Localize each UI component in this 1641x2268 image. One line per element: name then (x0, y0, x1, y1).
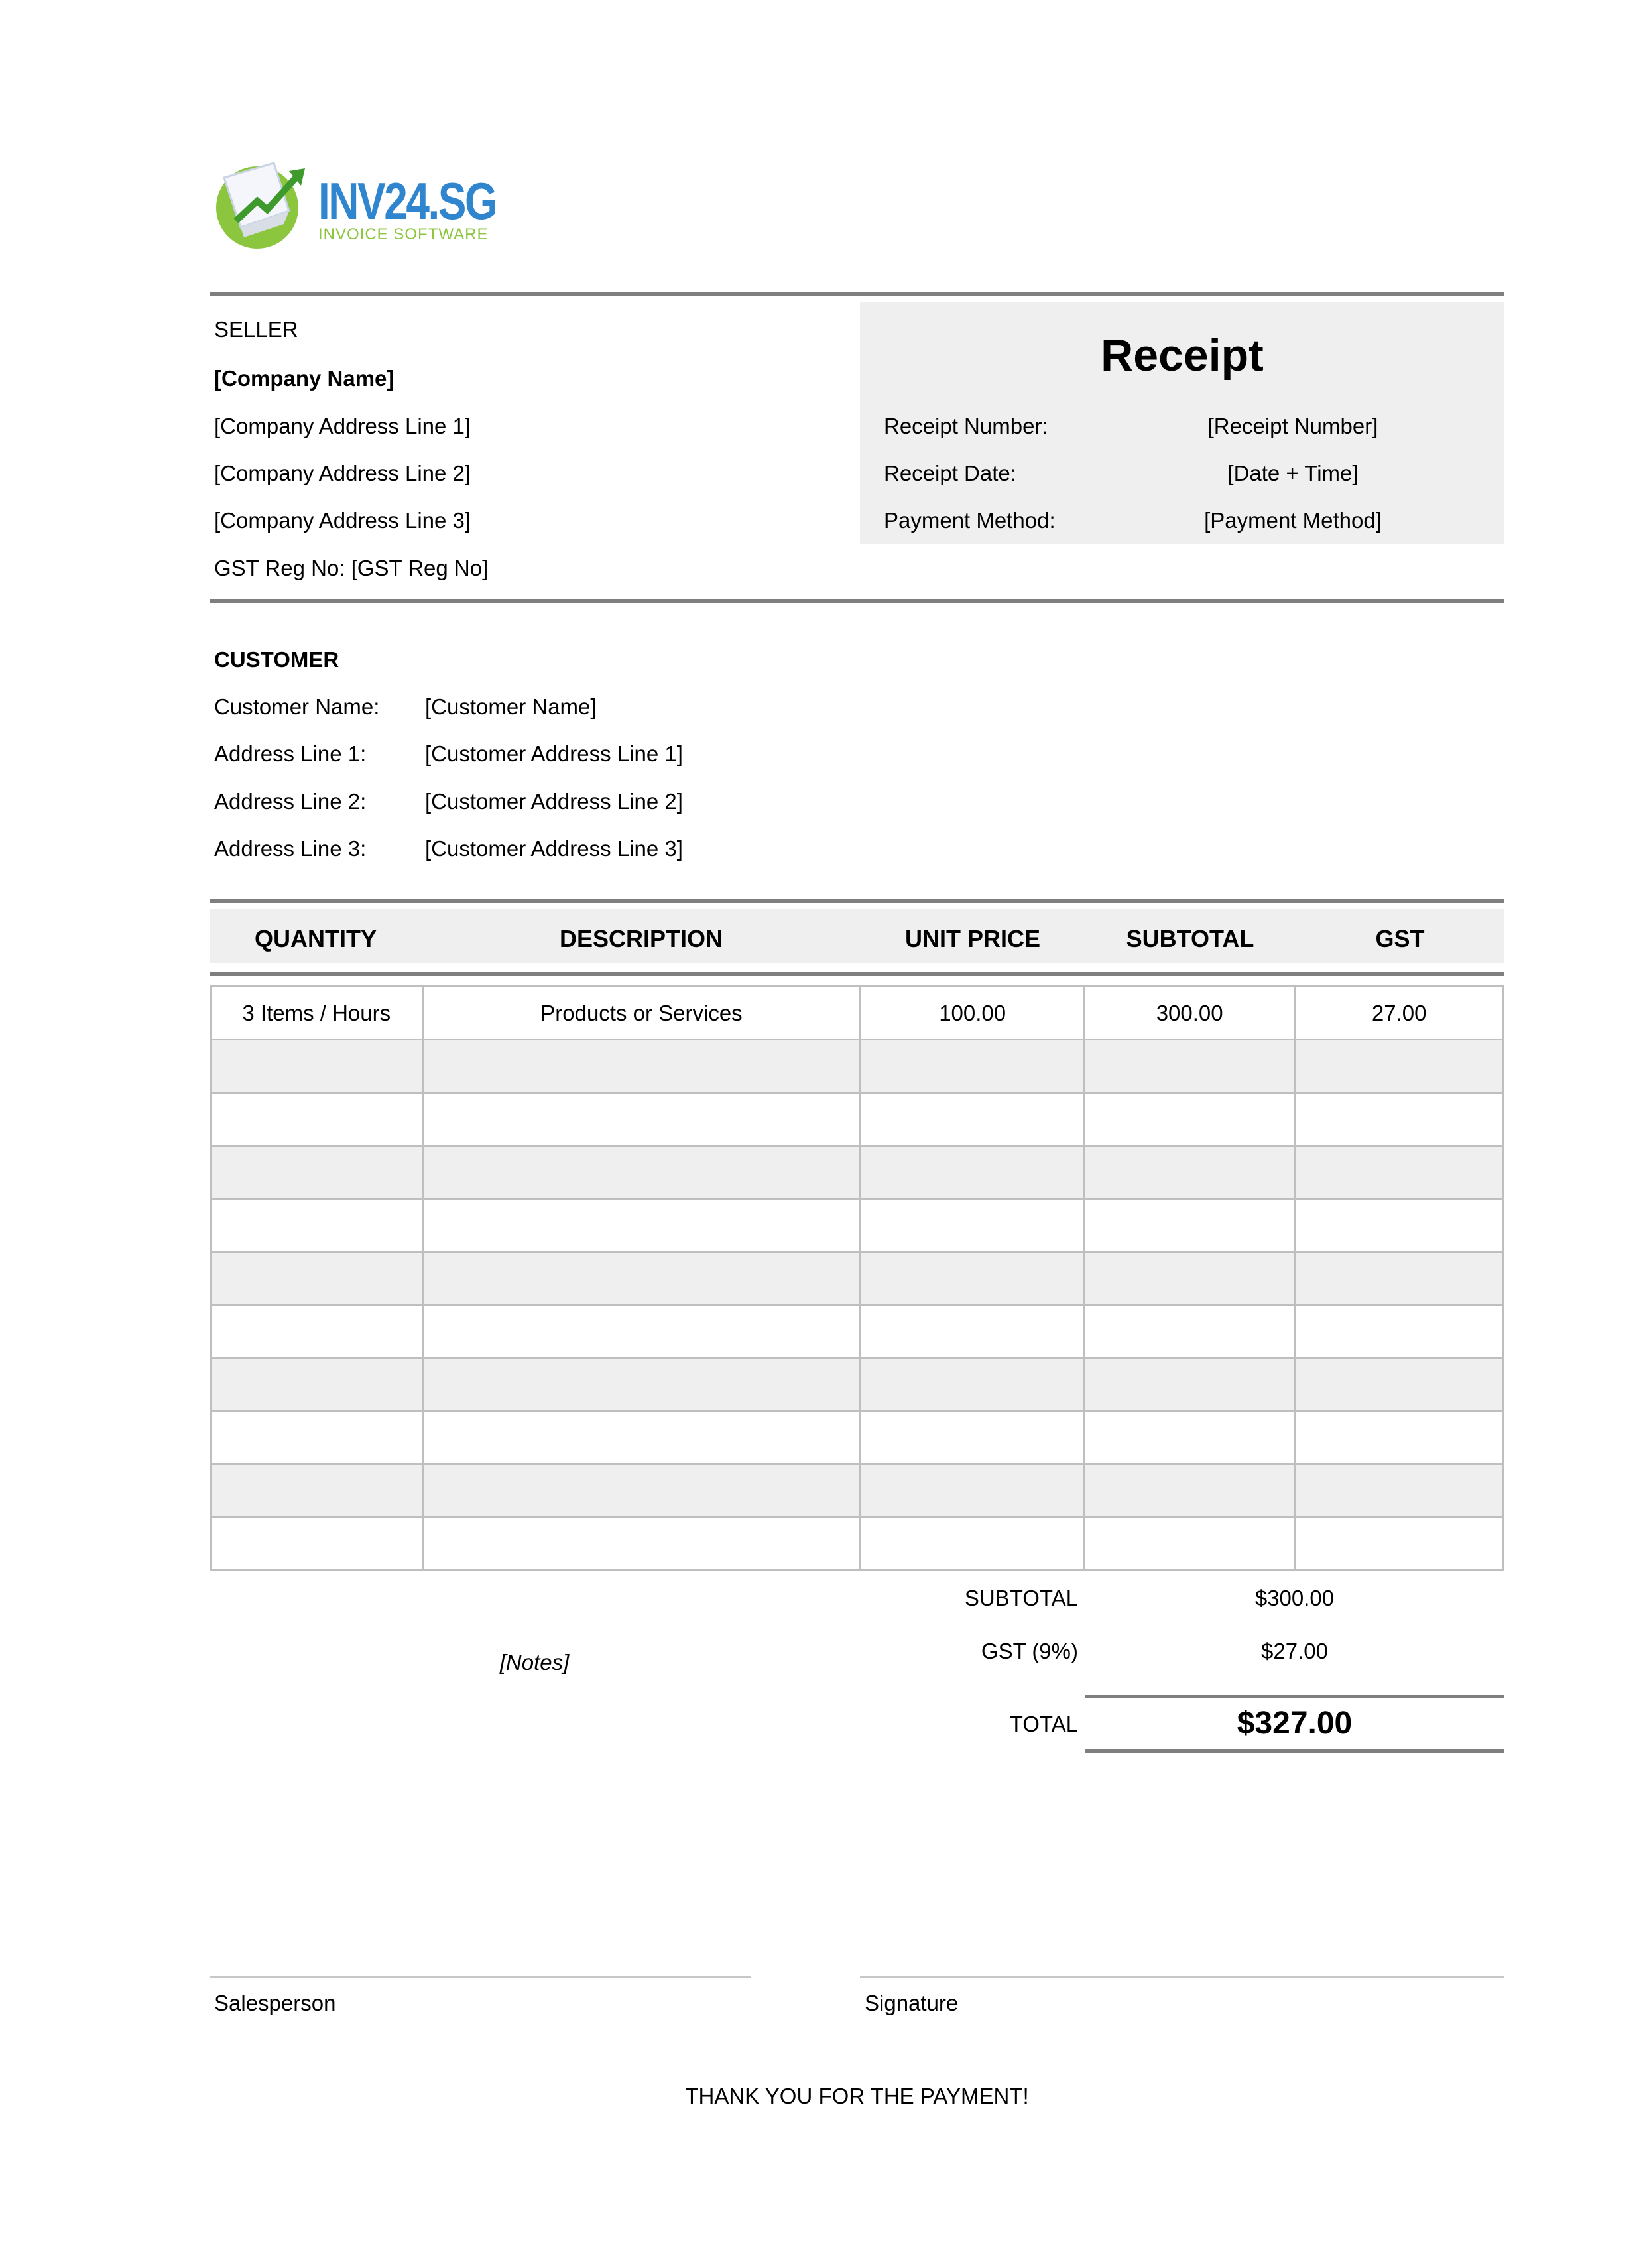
table-row (211, 1146, 1504, 1199)
cell-description: Products or Services (422, 987, 861, 1040)
seller-gst-reg: GST Reg No: [GST Reg No] (214, 556, 489, 580)
customer-address-2-value: [Customer Address Line 2] (425, 789, 683, 814)
customer-address-3-value: [Customer Address Line 3] (425, 836, 683, 861)
customer-heading: CUSTOMER (214, 647, 339, 672)
cell-unit-price (861, 1464, 1085, 1517)
cell-subtotal (1084, 1411, 1295, 1464)
cell-description (422, 1093, 861, 1146)
cell-quantity (211, 1305, 423, 1358)
items-top-rule (210, 899, 1504, 903)
column-header-description: DESCRIPTION (559, 925, 723, 952)
cell-subtotal (1084, 1146, 1295, 1199)
cell-quantity (211, 1358, 423, 1411)
payment-method-label: Payment Method: (884, 508, 1056, 533)
customer-address-1-label: Address Line 1: (214, 741, 367, 766)
column-header-gst: GST (1375, 925, 1425, 952)
customer-address-2-label: Address Line 2: (214, 789, 367, 814)
table-row (211, 987, 1504, 1040)
table-row (211, 1305, 1504, 1358)
seller-address-line-1: [Company Address Line 1] (214, 414, 471, 438)
cell-subtotal: 300.00 (1084, 987, 1295, 1040)
cell-gst (1295, 1411, 1504, 1464)
table-row (211, 1464, 1504, 1517)
cell-quantity (211, 1252, 423, 1305)
receipt-number-label: Receipt Number: (884, 414, 1048, 438)
customer-address-1-value: [Customer Address Line 1] (425, 741, 683, 766)
customer-address-3-label: Address Line 3: (214, 836, 367, 861)
seller-heading: SELLER (214, 317, 298, 342)
table-row (211, 1093, 1504, 1146)
cell-unit-price (861, 1199, 1085, 1252)
table-row (211, 1199, 1504, 1252)
items-header-rule (210, 972, 1504, 976)
cell-description (422, 1252, 861, 1305)
seller-divider (210, 599, 1504, 603)
seller-address-line-2: [Company Address Line 2] (214, 461, 471, 485)
cell-gst (1295, 1093, 1504, 1146)
cell-unit-price (861, 1517, 1085, 1570)
logo-name: INV24.SG (318, 172, 497, 230)
signature-line (860, 1976, 1504, 1978)
gst-value: $27.00 (1261, 1639, 1328, 1663)
signature-label: Signature (865, 1991, 959, 2015)
thank-you-message: THANK YOU FOR THE PAYMENT! (685, 2084, 1029, 2108)
cell-gst: 27.00 (1295, 987, 1504, 1040)
items-table (210, 985, 1504, 1571)
salesperson-line (210, 1976, 751, 1978)
customer-name-label: Customer Name: (214, 694, 380, 719)
cell-gst (1295, 1305, 1504, 1358)
column-header-subtotal: SUBTOTAL (1126, 925, 1254, 952)
total-value: $327.00 (1237, 1706, 1353, 1741)
header-divider (210, 292, 1504, 296)
table-row (211, 1358, 1504, 1411)
gst-label: GST (9%) (981, 1639, 1078, 1663)
column-header-unit-price: UNIT PRICE (904, 925, 1040, 952)
cell-subtotal (1084, 1305, 1295, 1358)
cell-subtotal (1084, 1199, 1295, 1252)
total-top-rule (1085, 1695, 1504, 1698)
cell-quantity: 3 Items / Hours (211, 987, 423, 1040)
cell-unit-price (861, 1358, 1085, 1411)
cell-description (422, 1464, 861, 1517)
cell-unit-price (861, 1252, 1085, 1305)
cell-subtotal (1084, 1464, 1295, 1517)
cell-unit-price (861, 1411, 1085, 1464)
cell-description (422, 1305, 861, 1358)
total-bottom-rule (1085, 1749, 1504, 1753)
cell-gst (1295, 1199, 1504, 1252)
cell-gst (1295, 1040, 1504, 1093)
receipt-title: Receipt (1101, 330, 1264, 381)
cell-unit-price (861, 1040, 1085, 1093)
cell-gst (1295, 1517, 1504, 1570)
logo-tagline: INVOICE SOFTWARE (318, 225, 489, 243)
cell-quantity (211, 1146, 423, 1199)
cell-quantity (211, 1517, 423, 1570)
cell-unit-price: 100.00 (861, 987, 1085, 1040)
cell-gst (1295, 1252, 1504, 1305)
table-row (211, 1252, 1504, 1305)
cell-description (422, 1411, 861, 1464)
cell-quantity (211, 1093, 423, 1146)
cell-quantity (211, 1411, 423, 1464)
receipt-date-label: Receipt Date: (884, 461, 1016, 485)
cell-unit-price (861, 1146, 1085, 1199)
cell-quantity (211, 1464, 423, 1517)
cell-description (422, 1146, 861, 1199)
cell-subtotal (1084, 1093, 1295, 1146)
subtotal-label: SUBTOTAL (964, 1586, 1078, 1610)
cell-gst (1295, 1358, 1504, 1411)
cell-gst (1295, 1464, 1504, 1517)
cell-subtotal (1084, 1517, 1295, 1570)
cell-quantity (211, 1040, 423, 1093)
table-row (211, 1517, 1504, 1570)
seller-company-name: [Company Name] (214, 366, 395, 391)
cell-gst (1295, 1146, 1504, 1199)
cell-quantity (211, 1199, 423, 1252)
customer-name-value: [Customer Name] (425, 694, 597, 719)
cell-subtotal (1084, 1040, 1295, 1093)
cell-unit-price (861, 1305, 1085, 1358)
seller-address-line-3: [Company Address Line 3] (214, 508, 471, 533)
cell-description (422, 1199, 861, 1252)
cell-subtotal (1084, 1358, 1295, 1411)
total-label: TOTAL (1009, 1712, 1078, 1736)
logo-icon (211, 158, 310, 251)
payment-method-value: [Payment Method] (1204, 508, 1382, 533)
cell-description (422, 1040, 861, 1093)
notes: [Notes] (499, 1650, 570, 1674)
cell-unit-price (861, 1093, 1085, 1146)
receipt-date-value: [Date + Time] (1227, 461, 1359, 485)
cell-subtotal (1084, 1252, 1295, 1305)
subtotal-value: $300.00 (1254, 1586, 1335, 1610)
column-header-quantity: QUANTITY (255, 925, 377, 952)
salesperson-label: Salesperson (214, 1991, 336, 2015)
table-row (211, 1411, 1504, 1464)
table-row (211, 1040, 1504, 1093)
cell-description (422, 1358, 861, 1411)
cell-description (422, 1517, 861, 1570)
receipt-number-value: [Receipt Number] (1207, 414, 1378, 438)
